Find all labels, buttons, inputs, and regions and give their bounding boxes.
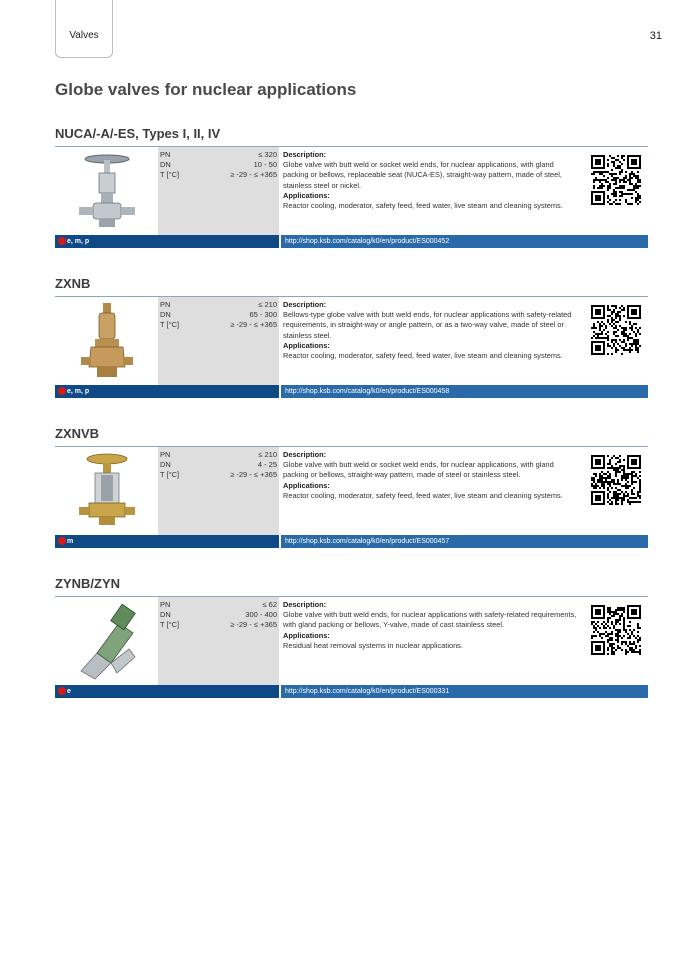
- product-section: [55, 426, 648, 548]
- product-description: [283, 150, 579, 211]
- applications-text: Reactor cooling, moderator, safety feed, feed water, live steam and cleaning systems.: [283, 351, 563, 361]
- product-footer-bar: [55, 385, 648, 398]
- spec-pn: PN ≤ 210: [160, 300, 277, 309]
- applications-text: Reactor cooling, moderator, safety feed, feed water, live steam and cleaning systems.: [283, 490, 563, 500]
- qr-code-icon[interactable]: [591, 155, 641, 205]
- spec-table: [158, 147, 279, 235]
- spec-dn: DN 10 - 50: [160, 160, 277, 169]
- product-name: ZYNB/ZYN: [55, 576, 120, 591]
- fluid-media-dot-icon: [58, 687, 66, 695]
- applications-label: Applications:: [283, 340, 330, 350]
- qr-code-icon[interactable]: [591, 455, 641, 505]
- product-section: [55, 276, 648, 398]
- spec-temp: T [°C] ≥ -29 - ≤ +365: [160, 470, 277, 479]
- qr-code-icon[interactable]: [591, 605, 641, 655]
- fluid-media-dot-icon: [58, 537, 66, 545]
- page-number: 31: [649, 30, 662, 42]
- fluid-media: e, m, p: [67, 388, 90, 395]
- product-row: [55, 447, 648, 535]
- product-image: [55, 297, 158, 385]
- spec-pn: PN ≤ 62: [160, 600, 277, 609]
- product-description: [283, 450, 579, 501]
- product-link[interactable]: http://shop.ksb.com/catalog/k0/en/product/ES000331: [285, 688, 450, 695]
- product-description: [283, 300, 579, 361]
- spec-temp: T [°C] ≥ -29 - ≤ +365: [160, 320, 277, 329]
- product-name: ZXNVB: [55, 426, 100, 441]
- description-text: Globe valve with butt weld or socket weld ends, for nuclear applications, with gland packing or bellows, replaceable seat (NUCA-ES), straight-way pattern, made of steel, stainless steel or nickel.: [283, 160, 562, 190]
- product-footer-bar: [55, 685, 648, 698]
- product-link[interactable]: http://shop.ksb.com/catalog/k0/en/product/ES000452: [285, 238, 450, 245]
- spec-table: [158, 297, 279, 385]
- product-row: [55, 597, 648, 685]
- product-row: [55, 147, 648, 235]
- section-tab[interactable]: [55, 0, 113, 58]
- product-image: [55, 447, 158, 535]
- description-label: Description:: [283, 450, 327, 459]
- product-link[interactable]: http://shop.ksb.com/catalog/k0/en/product/ES000457: [285, 538, 450, 545]
- description-text: Globe valve with butt weld or socket weld ends, for nuclear applications, with gland packing or bellows, straight-way pattern, made of steel or stainless steel.: [283, 460, 554, 480]
- spec-table: [158, 597, 279, 685]
- description-label: Description:: [283, 300, 327, 309]
- description-label: Description:: [283, 150, 327, 159]
- description-text: Globe valve with butt weld ends, for nuclear applications with safety-related requirements, with gland packing or bellows, Y-valve, made of cast stainless steel.: [283, 610, 577, 630]
- product-link[interactable]: http://shop.ksb.com/catalog/k0/en/product/ES000458: [285, 388, 450, 395]
- page-title: Globe valves for nuclear applications: [55, 80, 357, 99]
- spec-table: [158, 447, 279, 535]
- description-text: Bellows-type globe valve with butt weld ends, for nuclear applications with safety-related requirements, in straight-way or angle pattern, or as a two-way valve, made of steel or stainless steel.: [283, 310, 572, 340]
- product-image: [55, 147, 158, 235]
- product-section: [55, 576, 648, 698]
- applications-label: Applications:: [283, 190, 330, 200]
- spec-pn: PN ≤ 320: [160, 150, 277, 159]
- applications-text: Residual heat removal systems in nuclear applications.: [283, 640, 463, 650]
- section-tab-label: Valves: [69, 30, 99, 41]
- spec-dn: DN 4 - 25: [160, 460, 277, 469]
- product-description: [283, 600, 579, 651]
- fluid-media: m: [67, 538, 74, 545]
- fluid-media-dot-icon: [58, 237, 66, 245]
- qr-code-icon[interactable]: [591, 305, 641, 355]
- description-label: Description:: [283, 600, 327, 609]
- spec-temp: T [°C] ≥ -29 - ≤ +365: [160, 170, 277, 179]
- product-row: [55, 297, 648, 385]
- applications-label: Applications:: [283, 630, 330, 640]
- product-footer-bar: [55, 235, 648, 248]
- product-name: ZXNB: [55, 276, 91, 291]
- fluid-media: e: [67, 688, 71, 695]
- fluid-media-dot-icon: [58, 387, 66, 395]
- product-footer-bar: [55, 535, 648, 548]
- spec-dn: DN 300 - 400: [160, 610, 277, 619]
- spec-pn: PN ≤ 210: [160, 450, 277, 459]
- fluid-media: e, m, p: [67, 238, 90, 245]
- product-section: [55, 126, 648, 248]
- spec-temp: T [°C] ≥ -29 - ≤ +365: [160, 620, 277, 629]
- product-image: [55, 597, 158, 685]
- spec-dn: DN 65 - 300: [160, 310, 277, 319]
- applications-text: Reactor cooling, moderator, safety feed, feed water, live steam and cleaning systems.: [283, 201, 563, 211]
- applications-label: Applications:: [283, 480, 330, 490]
- product-name: NUCA/-A/-ES, Types I, II, IV: [55, 126, 221, 141]
